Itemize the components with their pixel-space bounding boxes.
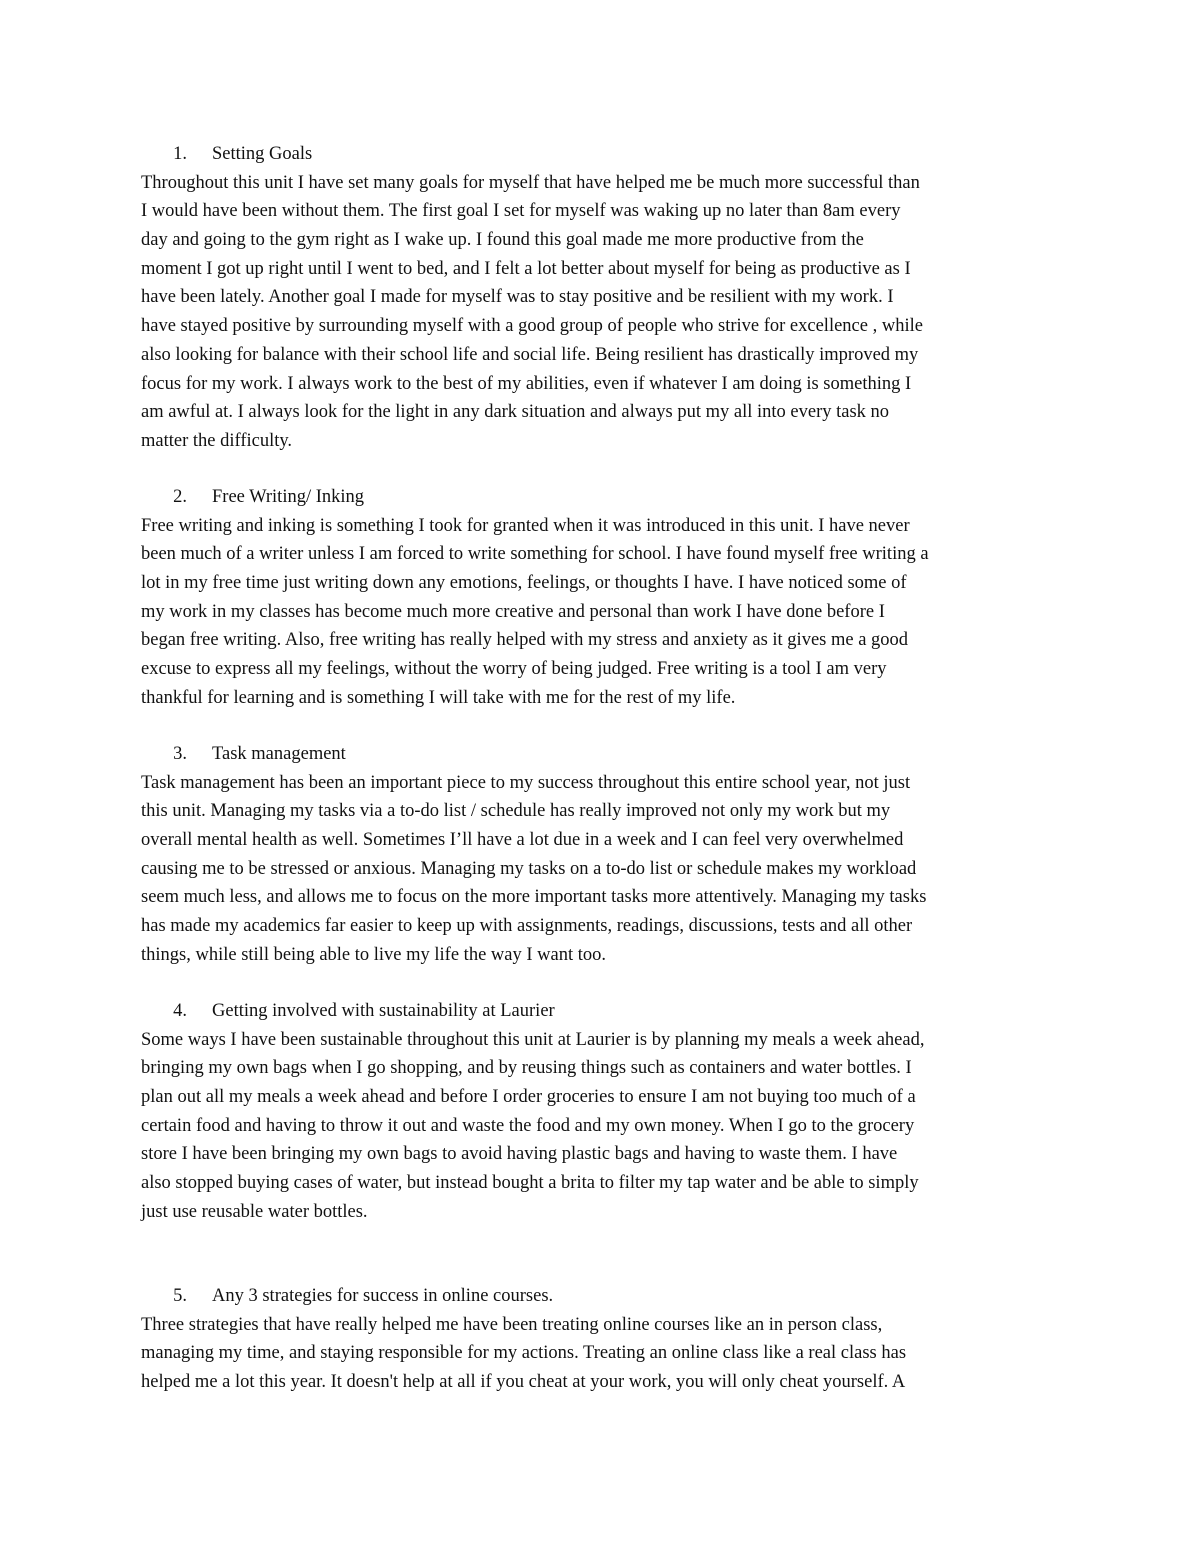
text-line: day and going to the gym right as I wake up. I found this goal made me more productive from the (141, 230, 864, 251)
text-line: Task management has been an important piece to my success throughout this entire school year, not just (141, 772, 911, 793)
paragraph (141, 512, 1071, 713)
text-line: this unit. Managing my tasks via a to-do list / schedule has really improved not only my work but my (141, 801, 891, 822)
section-online-strategies (141, 1282, 1071, 1397)
heading-text: Setting Goals (212, 144, 313, 164)
text-line: have stayed positive by surrounding myself with a good group of people who strive for excellence , while (141, 316, 923, 337)
text-line: I would have been without them. The first goal I set for myself was waking up no later than 8am every (141, 201, 901, 222)
text-line: helped me a lot this year. It doesn't help at all if you cheat at your work, you will only cheat yourself. A (141, 1372, 906, 1393)
text-line: overall mental health as well. Sometimes I’ll have a lot due in a week and I can feel very overwhelmed (141, 830, 904, 851)
section-heading (141, 997, 1071, 1026)
text-line: things, while still being able to live my life the way I want too. (141, 944, 606, 965)
text-line: moment I got up right until I went to bed, and I felt a lot better about myself for being as productive as I (141, 258, 911, 279)
text-line: Throughout this unit I have set many goals for myself that have helped me be much more successful than (141, 172, 920, 193)
heading-text: Getting involved with sustainability at Laurier (212, 1001, 555, 1021)
paragraph (141, 169, 1071, 456)
section-heading (141, 1282, 1071, 1311)
text-line: also stopped buying cases of water, but instead bought a brita to filter my tap water and be able to simply (141, 1173, 919, 1194)
text-line: certain food and having to throw it out and waste the food and my own money. When I go to the grocery (141, 1115, 915, 1136)
text-line: bringing my own bags when I go shopping, and by reusing things such as containers and water bottles. I (141, 1058, 912, 1079)
section-heading (141, 740, 1071, 769)
text-line: been much of a writer unless I am forced to write something for school. I have found myself free writing a (141, 544, 929, 565)
list-number: 3. (173, 744, 187, 764)
list-number: 2. (173, 487, 187, 507)
section-setting-goals (141, 140, 1071, 456)
section-sustainability (141, 997, 1071, 1227)
text-line: began free writing. Also, free writing has really helped with my stress and anxiety as it gives me a good (141, 630, 909, 651)
text-line: Some ways I have been sustainable throughout this unit at Laurier is by planning my meals a week ahead, (141, 1029, 925, 1050)
text-line: plan out all my meals a week ahead and before I order groceries to ensure I am not buying too much of a (141, 1087, 916, 1108)
heading-text: Any 3 strategies for success in online courses. (212, 1286, 554, 1306)
text-line: just use reusable water bottles. (141, 1201, 368, 1222)
paragraph (141, 769, 1071, 970)
text-line: also looking for balance with their school life and social life. Being resilient has drastically improved my (141, 344, 919, 365)
text-line: causing me to be stressed or anxious. Managing my tasks on a to-do list or schedule makes my workload (141, 858, 917, 879)
text-line: has made my academics far easier to keep up with assignments, readings, discussions, tests and all other (141, 916, 913, 937)
text-line: lot in my free time just writing down any emotions, feelings, or thoughts I have. I have noticed some of (141, 573, 907, 594)
text-line: managing my time, and staying responsible for my actions. Treating an online class like a real class has (141, 1343, 907, 1364)
text-line: am awful at. I always look for the light in any dark situation and always put my all into every task no (141, 402, 890, 423)
heading-text: Task management (212, 744, 346, 764)
text-line: my work in my classes has become much more creative and personal than work I have done before I (141, 601, 885, 622)
section-free-writing (141, 483, 1071, 713)
list-number: 4. (173, 1001, 187, 1021)
list-number: 1. (173, 144, 187, 164)
section-task-management (141, 740, 1071, 970)
section-heading (141, 140, 1071, 169)
paragraph (141, 1026, 1071, 1227)
text-line: seem much less, and allows me to focus on the more important tasks more attentively. Managing my tasks (141, 887, 927, 908)
text-line: have been lately. Another goal I made for myself was to stay positive and be resilient with my work. I (141, 287, 894, 308)
text-line: focus for my work. I always work to the best of my abilities, even if whatever I am doing is something I (141, 373, 912, 394)
list-number: 5. (173, 1286, 187, 1306)
text-line: Three strategies that have really helped me have been treating online courses like an in person class, (141, 1314, 883, 1335)
text-line: store I have been bringing my own bags to avoid having plastic bags and having to waste them. I have (141, 1144, 898, 1165)
text-line: thankful for learning and is something I will take with me for the rest of my life. (141, 687, 736, 708)
heading-text: Free Writing/ Inking (212, 487, 365, 507)
text-line: Free writing and inking is something I took for granted when it was introduced in this unit. I have never (141, 515, 910, 536)
text-line: excuse to express all my feelings, without the worry of being judged. Free writing is a tool I am very (141, 659, 887, 680)
text-line: matter the difficulty. (141, 430, 293, 451)
section-heading (141, 483, 1071, 512)
paragraph (141, 1311, 1071, 1397)
